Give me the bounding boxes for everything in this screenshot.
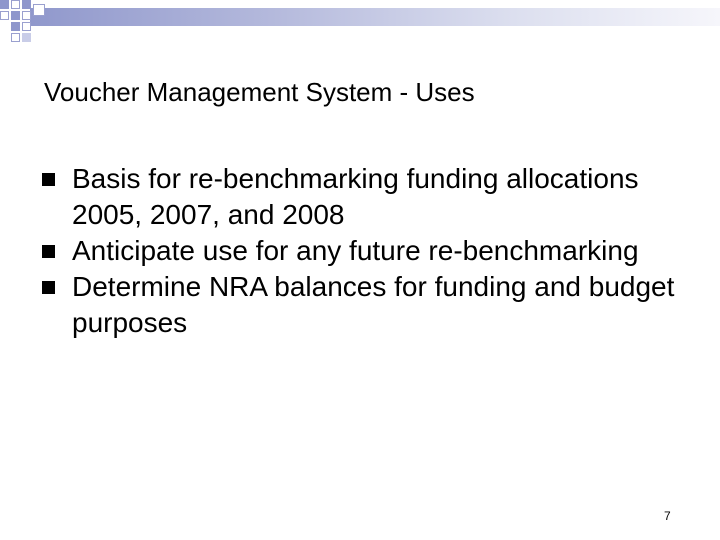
decor-square [22, 22, 31, 31]
slide-number: 7 [664, 509, 671, 523]
decor-square [11, 22, 20, 31]
decor-square [22, 33, 31, 42]
header-gradient-bar [30, 8, 720, 26]
slide-title: Voucher Management System - Uses [44, 77, 475, 107]
square-bullet-icon [42, 173, 55, 186]
decor-square [11, 11, 20, 20]
decor-square [0, 0, 9, 9]
square-bullet-icon [42, 281, 55, 294]
bullet-text: Determine NRA balances for funding and budget purposes [72, 271, 675, 338]
bullet-item [40, 269, 700, 341]
bullet-text: Basis for re-benchmarking funding allocations 2005, 2007, and 2008 [72, 163, 639, 230]
header-decoration [0, 0, 720, 50]
bullet-list [40, 161, 700, 341]
decor-square [0, 11, 9, 20]
square-bullet-icon [42, 245, 55, 258]
decor-square [22, 0, 31, 9]
decor-square [11, 33, 20, 42]
decor-square [11, 0, 20, 9]
bullet-item [40, 233, 700, 269]
bullet-text: Anticipate use for any future re-benchmarking [72, 235, 639, 266]
decor-square [33, 4, 45, 16]
bullet-item [40, 161, 700, 233]
decor-square [22, 11, 31, 20]
